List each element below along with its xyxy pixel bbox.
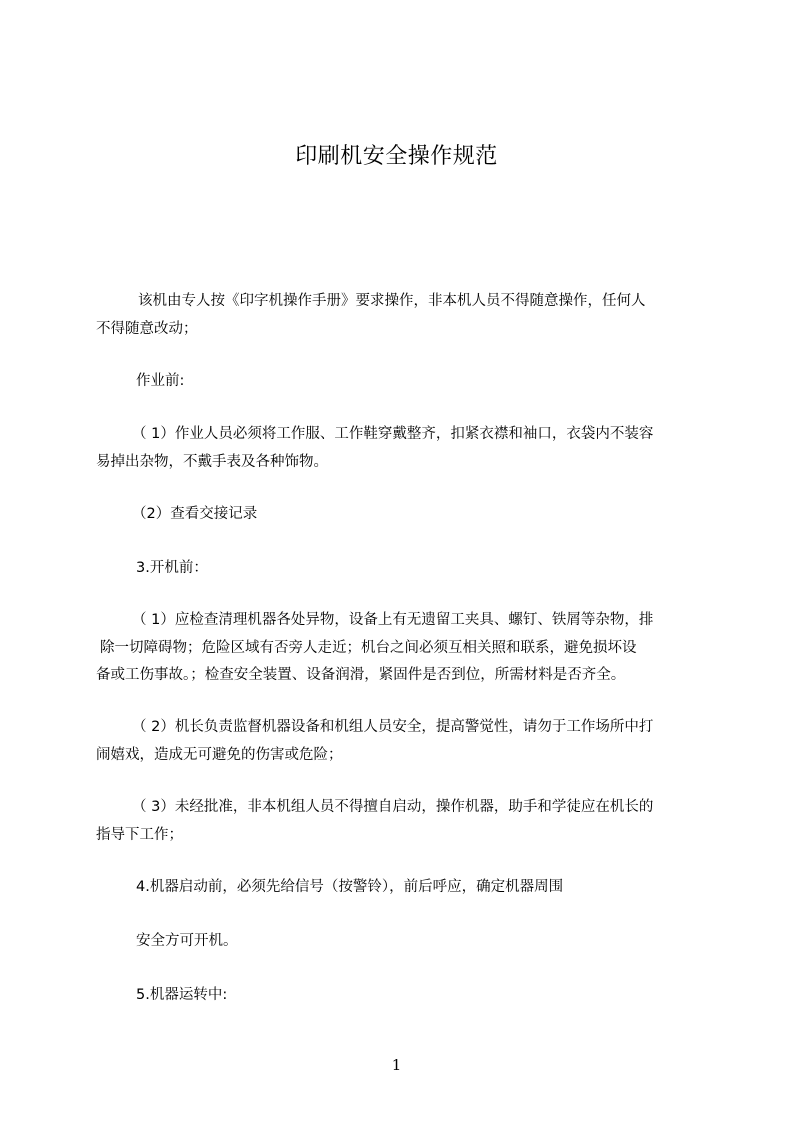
paragraph-startup-item-3-line2: 指导下工作； [96, 827, 183, 843]
paragraph-before-startup-heading: 3.开机前： [136, 560, 208, 576]
paragraph-before-work-heading: 作业前: [136, 373, 185, 389]
paragraph-intro-line2: 不得随意改动； [96, 321, 198, 337]
document-title: 印刷机安全操作规范 [295, 144, 498, 169]
paragraph-running-heading: 5.机器运转中: [136, 987, 228, 1003]
paragraph-startup-item-2-line1: （ 2）机长负责监督机器设备和机组人员安全，提高警觉性，请勿于工作场所中打 [132, 719, 654, 735]
paragraph-startup-item-1-line2: 除一切障碍物；危险区域有否旁人走近；机台之间必须互相关照和联系，避免损坏设 [100, 640, 637, 656]
page-number: 1 [391, 1056, 402, 1074]
paragraph-signal-line1: 4.机器启动前，必须先给信号（按警铃），前后呼应，确定机器周围 [136, 879, 564, 895]
paragraph-startup-item-3-line1: （ 3）未经批准，非本机组人员不得擅自启动，操作机器，助手和学徒应在机长的 [132, 799, 654, 815]
paragraph-startup-item-1-line3: 备或工伤事故。；检查安全装置、设备润滑，紧固件是否到位，所需材料是否齐全。 [96, 667, 626, 683]
paragraph-item-1-line2: 易掉出杂物，不戴手表及各种饰物。 [96, 454, 328, 470]
paragraph-startup-item-1-line1: （ 1）应检查清理机器各处异物，设备上有无遗留工夹具、螺钉、铁屑等杂物，排 [132, 612, 654, 628]
paragraph-startup-item-2-line2: 闹嬉戏，造成无可避免的伤害或危险； [96, 747, 343, 763]
paragraph-item-2-line1: （2）查看交接记录 [132, 506, 258, 522]
paragraph-item-1-line1: （ 1）作业人员必须将工作服、工作鞋穿戴整齐，扣紧衣襟和袖口，衣袋内不装容 [132, 426, 654, 442]
paragraph-signal-line2: 安全方可开机。 [136, 933, 238, 949]
paragraph-intro-line1: 该机由专人按《印字机操作手册》要求操作，非本机人员不得随意操作，任何人 [138, 293, 646, 309]
